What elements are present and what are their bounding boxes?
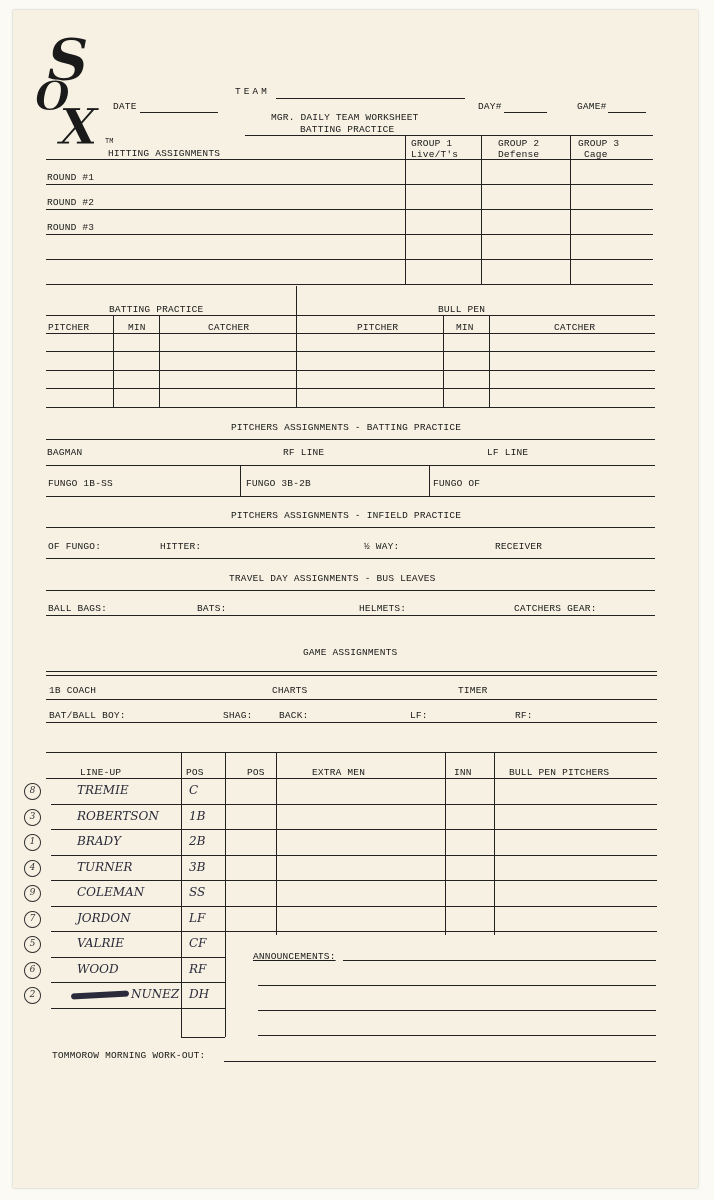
back-label: BACK: bbox=[279, 710, 309, 721]
group2-sub: Defense bbox=[498, 149, 540, 160]
lineup-position: CF bbox=[189, 936, 207, 950]
lineup-position: LF bbox=[189, 910, 206, 925]
travel-day-heading: TRAVEL DAY ASSIGNMENTS - BUS LEAVES bbox=[229, 573, 436, 584]
catchers-gear-label: CATCHERS GEAR: bbox=[514, 603, 597, 614]
pitchers-bp-heading: PITCHERS ASSIGNMENTS - BATTING PRACTICE bbox=[231, 422, 462, 433]
fungo-of-label: FUNGO OF bbox=[433, 478, 481, 489]
date-label: DATE bbox=[113, 101, 137, 112]
group1-header: GROUP 1 bbox=[411, 138, 453, 149]
lineup-position: C bbox=[189, 783, 199, 797]
batting-practice-title: BATTING PRACTICE bbox=[109, 304, 204, 315]
svg-text:S: S bbox=[47, 30, 89, 94]
worksheet-title: MGR. DAILY TEAM WORKSHEET bbox=[271, 112, 419, 123]
lineup-player-name: TREMIE bbox=[77, 783, 129, 797]
pos-header: POS bbox=[186, 767, 204, 778]
lineup-player-name: ROBERTSON bbox=[77, 808, 159, 823]
group1-sub: Live/T's bbox=[411, 149, 459, 160]
timer-label: TIMER bbox=[458, 685, 488, 696]
batting-order-circle: 6 bbox=[24, 962, 41, 979]
round-3-label: ROUND #3 bbox=[47, 222, 95, 233]
batting-order-circle: 7 bbox=[24, 911, 41, 928]
lineup-player-name: TURNER bbox=[77, 859, 133, 874]
fungo-3b-2b-label: FUNGO 3B-2B bbox=[246, 478, 311, 489]
of-fungo-label: OF FUNGO: bbox=[48, 541, 102, 552]
lineup-position: RF bbox=[189, 961, 207, 976]
trademark-mark: TM bbox=[105, 138, 114, 146]
fungo-1b-ss-label: FUNGO 1B-SS bbox=[48, 478, 113, 489]
bat-ball-boy-label: BAT/BALL BOY: bbox=[49, 710, 126, 721]
pen-pitcher-header: PITCHER bbox=[357, 322, 399, 333]
lineup-player-name: WOOD bbox=[77, 961, 119, 976]
lineup-position: DH bbox=[189, 987, 210, 1001]
bats-label: BATS: bbox=[197, 603, 227, 614]
lineup-player-name: COLEMAN bbox=[77, 885, 145, 899]
day-label: DAY# bbox=[478, 101, 502, 112]
rf-label: RF: bbox=[515, 710, 533, 721]
ball-bags-label: BALL BAGS: bbox=[48, 603, 108, 614]
svg-text:O: O bbox=[35, 73, 70, 120]
lineup-player-name: NUNEZ bbox=[131, 987, 180, 1001]
pos2-header: POS bbox=[247, 767, 265, 778]
helmets-label: HELMETS: bbox=[359, 603, 407, 614]
batting-order-circle: 1 bbox=[24, 834, 41, 851]
batting-order-circle: 4 bbox=[24, 860, 41, 877]
lf-line-label: LF LINE bbox=[487, 447, 529, 458]
group3-sub: Cage bbox=[584, 149, 608, 160]
group3-header: GROUP 3 bbox=[578, 138, 620, 149]
lineup-player-name: VALRIE bbox=[77, 936, 125, 950]
bull-pen-title: BULL PEN bbox=[438, 304, 486, 315]
lineup-player-name: BRADY bbox=[77, 834, 122, 848]
pen-catcher-header: CATCHER bbox=[554, 322, 596, 333]
lineup-position: 2B bbox=[189, 834, 206, 848]
announcements-label: ANNOUNCEMENTS: bbox=[253, 951, 336, 962]
pen-min-header: MIN bbox=[456, 322, 474, 333]
svg-text:X: X bbox=[59, 97, 98, 148]
lf-label: LF: bbox=[410, 710, 428, 721]
lineup-position: SS bbox=[189, 885, 206, 899]
bp-catcher-header: CATCHER bbox=[208, 322, 250, 333]
crossed-out-name-scribble bbox=[71, 990, 129, 999]
hitting-assignments-heading: HITTING ASSIGNMENTS bbox=[108, 148, 221, 159]
batting-order-circle: 8 bbox=[24, 783, 41, 800]
bagman-label: BAGMAN bbox=[47, 447, 83, 458]
group2-header: GROUP 2 bbox=[498, 138, 540, 149]
charts-label: CHARTS bbox=[272, 685, 308, 696]
pitchers-ip-heading: PITCHERS ASSIGNMENTS - INFIELD PRACTICE bbox=[231, 510, 462, 521]
shag-label: SHAG: bbox=[223, 710, 253, 721]
bp-pitcher-header: PITCHER bbox=[48, 322, 90, 333]
team-label: TEAM bbox=[235, 86, 270, 97]
round-2-label: ROUND #2 bbox=[47, 197, 95, 208]
lineup-position: 3B bbox=[189, 859, 206, 874]
white-sox-logo bbox=[25, 30, 114, 148]
batting-order-circle: 5 bbox=[24, 936, 41, 953]
rf-line-label: RF LINE bbox=[283, 447, 325, 458]
workout-label: TOMMOROW MORNING WORK-OUT: bbox=[52, 1050, 206, 1061]
round-1-label: ROUND #1 bbox=[47, 172, 95, 183]
batting-order-circle: 2 bbox=[24, 987, 41, 1004]
game-assignments-heading: GAME ASSIGNMENTS bbox=[303, 647, 398, 658]
lineup-position: 1B bbox=[189, 808, 206, 823]
receiver-label: RECEIVER bbox=[495, 541, 543, 552]
bp-min-header: MIN bbox=[128, 322, 146, 333]
batting-order-circle: 9 bbox=[24, 885, 41, 902]
worksheet-page bbox=[13, 10, 698, 1188]
game-label: GAME# bbox=[577, 101, 607, 112]
half-way-label: ½ WAY: bbox=[364, 541, 400, 552]
batting-order-circle: 3 bbox=[24, 809, 41, 826]
lineup-player-name: JORDON bbox=[77, 910, 131, 925]
worksheet-subtitle: BATTING PRACTICE bbox=[300, 124, 395, 135]
inn-header: INN bbox=[454, 767, 472, 778]
1b-coach-label: 1B COACH bbox=[49, 685, 97, 696]
hitter-label: HITTER: bbox=[160, 541, 202, 552]
lineup-header: LINE-UP bbox=[80, 767, 122, 778]
extra-men-header: EXTRA MEN bbox=[312, 767, 366, 778]
bull-pen-pitchers-header: BULL PEN PITCHERS bbox=[509, 767, 610, 778]
